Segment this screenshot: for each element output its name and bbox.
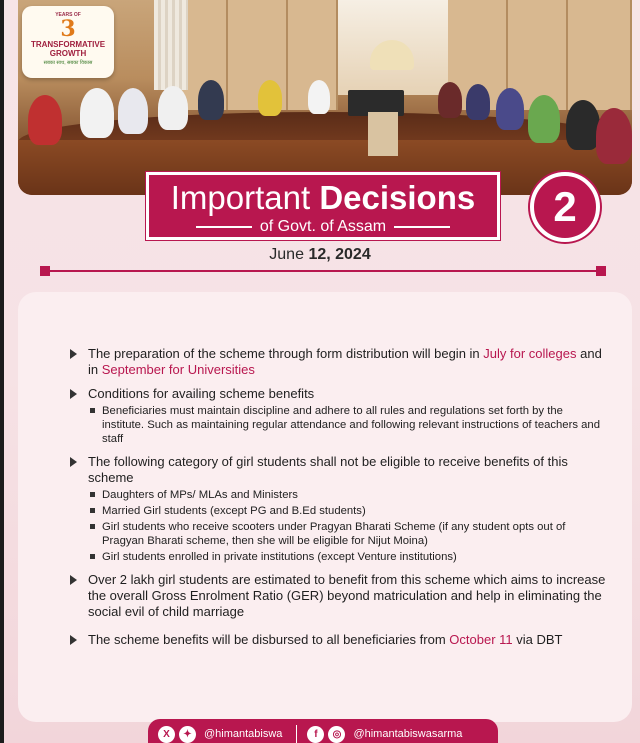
square-bullet-icon xyxy=(90,492,95,497)
sub-list-item: Daughters of MPs/ MLAs and Ministers xyxy=(88,488,608,502)
divider xyxy=(44,270,602,272)
sub-list-item: Married Girl students (except PG and B.Ed students) xyxy=(88,504,608,518)
title-banner xyxy=(146,172,500,240)
sub-list-item: Girl students enrolled in private institutions (except Venture institutions) xyxy=(88,550,608,564)
list-item: The preparation of the scheme through form distribution will begin in July for colleges and in September for Universities xyxy=(68,346,608,378)
footer-separator xyxy=(296,725,297,743)
social-handles-bar xyxy=(148,719,498,743)
handle-left[interactable]: @himantabiswa xyxy=(204,728,283,740)
sub-list-item: Girl students who receive scooters under Pragyan Bharati Scheme (if any student opts out of Pragyan Bharati scheme, then she will be eligible for Nijut Moina) xyxy=(88,520,608,548)
square-bullet-icon xyxy=(90,508,95,513)
square-bullet-icon xyxy=(90,408,95,413)
divider-endcap xyxy=(596,266,606,276)
facebook-icon[interactable]: f xyxy=(307,726,324,743)
list-item: The scheme benefits will be disbursed to all beneficiaries from October 11 via DBT xyxy=(68,632,608,648)
left-border xyxy=(0,0,4,743)
page-title: Important Decisions xyxy=(170,179,476,216)
square-bullet-icon xyxy=(90,554,95,559)
date: June 12, 2024 xyxy=(269,246,371,263)
decision-number-badge: 2 xyxy=(530,172,600,242)
triangle-bullet-icon xyxy=(70,635,77,645)
x-icon[interactable]: X xyxy=(158,726,175,743)
instagram-icon[interactable]: ◎ xyxy=(328,726,345,743)
square-bullet-icon xyxy=(90,524,95,529)
page-subtitle: of Govt. of Assam xyxy=(149,218,497,236)
list-item: Conditions for availing scheme benefits Beneficiaries must maintain discipline and adhere to all rules and regulations set forth by the institute. Such as maintaining regular attendance and following relevant instructions of teachers and staff xyxy=(68,386,608,446)
list-item: Over 2 lakh girl students are estimated to benefit from this scheme which aims to increase the overall Gross Enrolment Ratio (GER) beyond matriculation and help in eliminating the social evil of child marriage xyxy=(68,572,608,620)
triangle-bullet-icon xyxy=(70,389,77,399)
list-item: The following category of girl students shall not be eligible to receive benefits of this scheme Daughters of MPs/ MLAs and Ministers Married Girl students (except PG and B.Ed students) Girl students who receive scooters under Pragyan Bharati Scheme (if any student opts out of Pragyan Bharati scheme, then she will be eligible for Nijut Moina) Girl students enrolled in private institutions (except Venture institutions) xyxy=(68,454,608,564)
triangle-bullet-icon xyxy=(70,575,77,585)
sub-list-item: Beneficiaries must maintain discipline and adhere to all rules and regulations set forth by the institute. Such as maintaining regular attendance and following relevant instructions of teachers and staff xyxy=(88,404,608,446)
triangle-bullet-icon xyxy=(70,349,77,359)
koo-icon[interactable]: ✦ xyxy=(179,726,196,743)
triangle-bullet-icon xyxy=(70,457,77,467)
handle-right[interactable]: @himantabiswasarma xyxy=(353,728,463,740)
decision-points xyxy=(68,346,608,656)
transformative-growth-logo: YEARS OF 3 TRANSFORMATIVE GROWTH सबका साथ, सबका विकास xyxy=(22,6,114,78)
